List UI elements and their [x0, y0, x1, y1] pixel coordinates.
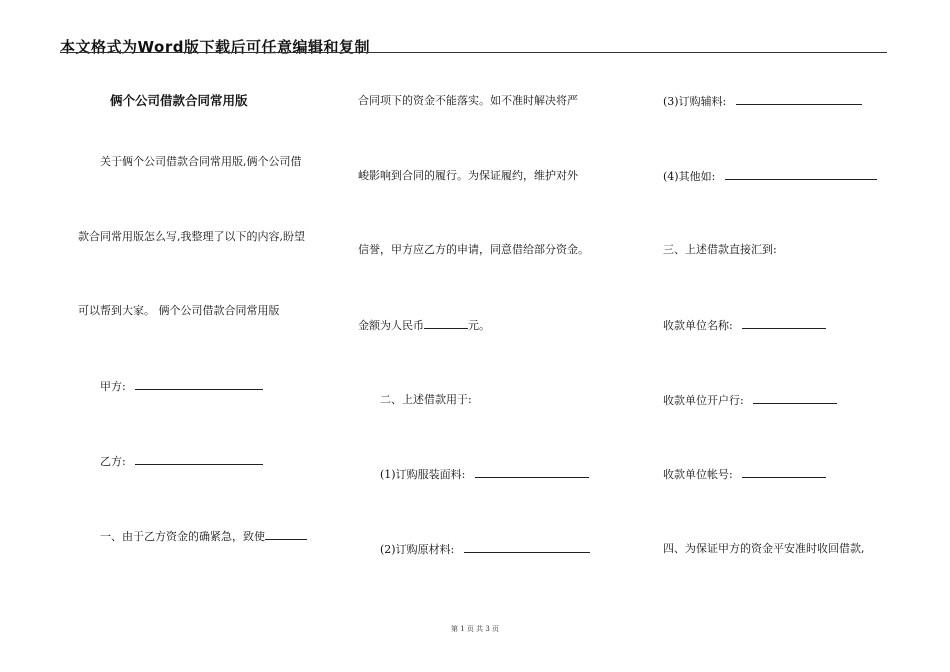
payee-bank-field: [663, 393, 837, 408]
col2-line-3: 信誉，甲方应乙方的申请，同意借给部分资金。: [358, 243, 589, 256]
party-b-label: 乙方:: [100, 455, 126, 468]
party-b-blank: [135, 454, 263, 465]
clause-4: 四、为保证甲方的资金平安准时收回借款,: [663, 542, 865, 555]
payee-name-field: [663, 318, 826, 333]
clause-2: 二、上述借款用于:: [380, 393, 472, 406]
use-3-field: [663, 94, 862, 109]
use-1-blank: [475, 467, 589, 478]
use-1-label: (1)订购服装面料:: [380, 468, 466, 481]
amount-field: [358, 318, 490, 333]
party-a-label: 甲方:: [100, 380, 126, 393]
intro-line-1: 关于俩个公司借款合同常用版,俩个公司借: [100, 155, 302, 168]
intro-line-3: 可以帮到大家。 俩个公司借款合同常用版: [78, 304, 280, 317]
use-4-field: [663, 169, 877, 184]
use-3-label: (3)订购辅料:: [663, 95, 727, 108]
amount-label: 金额为人民币: [358, 319, 424, 332]
amount-blank: [424, 318, 468, 329]
page-number: 第 1 页 共 3 页: [450, 625, 500, 633]
payee-name-label: 收款单位名称:: [663, 319, 733, 332]
document-header: 本文格式为Word版下载后可任意编辑和复制: [60, 38, 370, 56]
use-2-blank: [464, 542, 590, 553]
payee-account-blank: [742, 467, 826, 478]
use-2-field: [380, 542, 590, 557]
use-4-label: (4)其他如:: [663, 170, 716, 183]
party-a-field: [100, 379, 263, 394]
header-divider: [60, 52, 887, 53]
party-b-field: [100, 454, 263, 469]
clause-1: [100, 529, 307, 544]
intro-line-2: 款合同常用版怎么写,我整理了以下的内容,盼望: [78, 230, 305, 243]
use-3-blank: [736, 94, 862, 105]
payee-account-label: 收款单位帐号:: [663, 468, 733, 481]
party-a-blank: [135, 379, 263, 390]
clause-3: 三、上述借款直接汇到:: [663, 243, 777, 256]
clause-1-text: 一、由于乙方资金的确紧急，致使: [100, 530, 265, 543]
payee-account-field: [663, 467, 826, 482]
amount-unit: 元。: [468, 319, 490, 332]
use-1-field: [380, 467, 589, 482]
payee-bank-label: 收款单位开户行:: [663, 394, 744, 407]
doc-title: 俩个公司借款合同常用版: [110, 93, 248, 108]
col2-line-1: 合同项下的资金不能落实。如不准时解决将严: [358, 94, 578, 107]
clause-1-blank: [265, 529, 307, 540]
payee-bank-blank: [753, 393, 837, 404]
use-4-blank: [725, 169, 877, 180]
payee-name-blank: [742, 318, 826, 329]
col2-line-2: 峻影响到合同的履行。为保证履约，维护对外: [358, 169, 578, 182]
use-2-label: (2)订购原材料:: [380, 543, 455, 556]
